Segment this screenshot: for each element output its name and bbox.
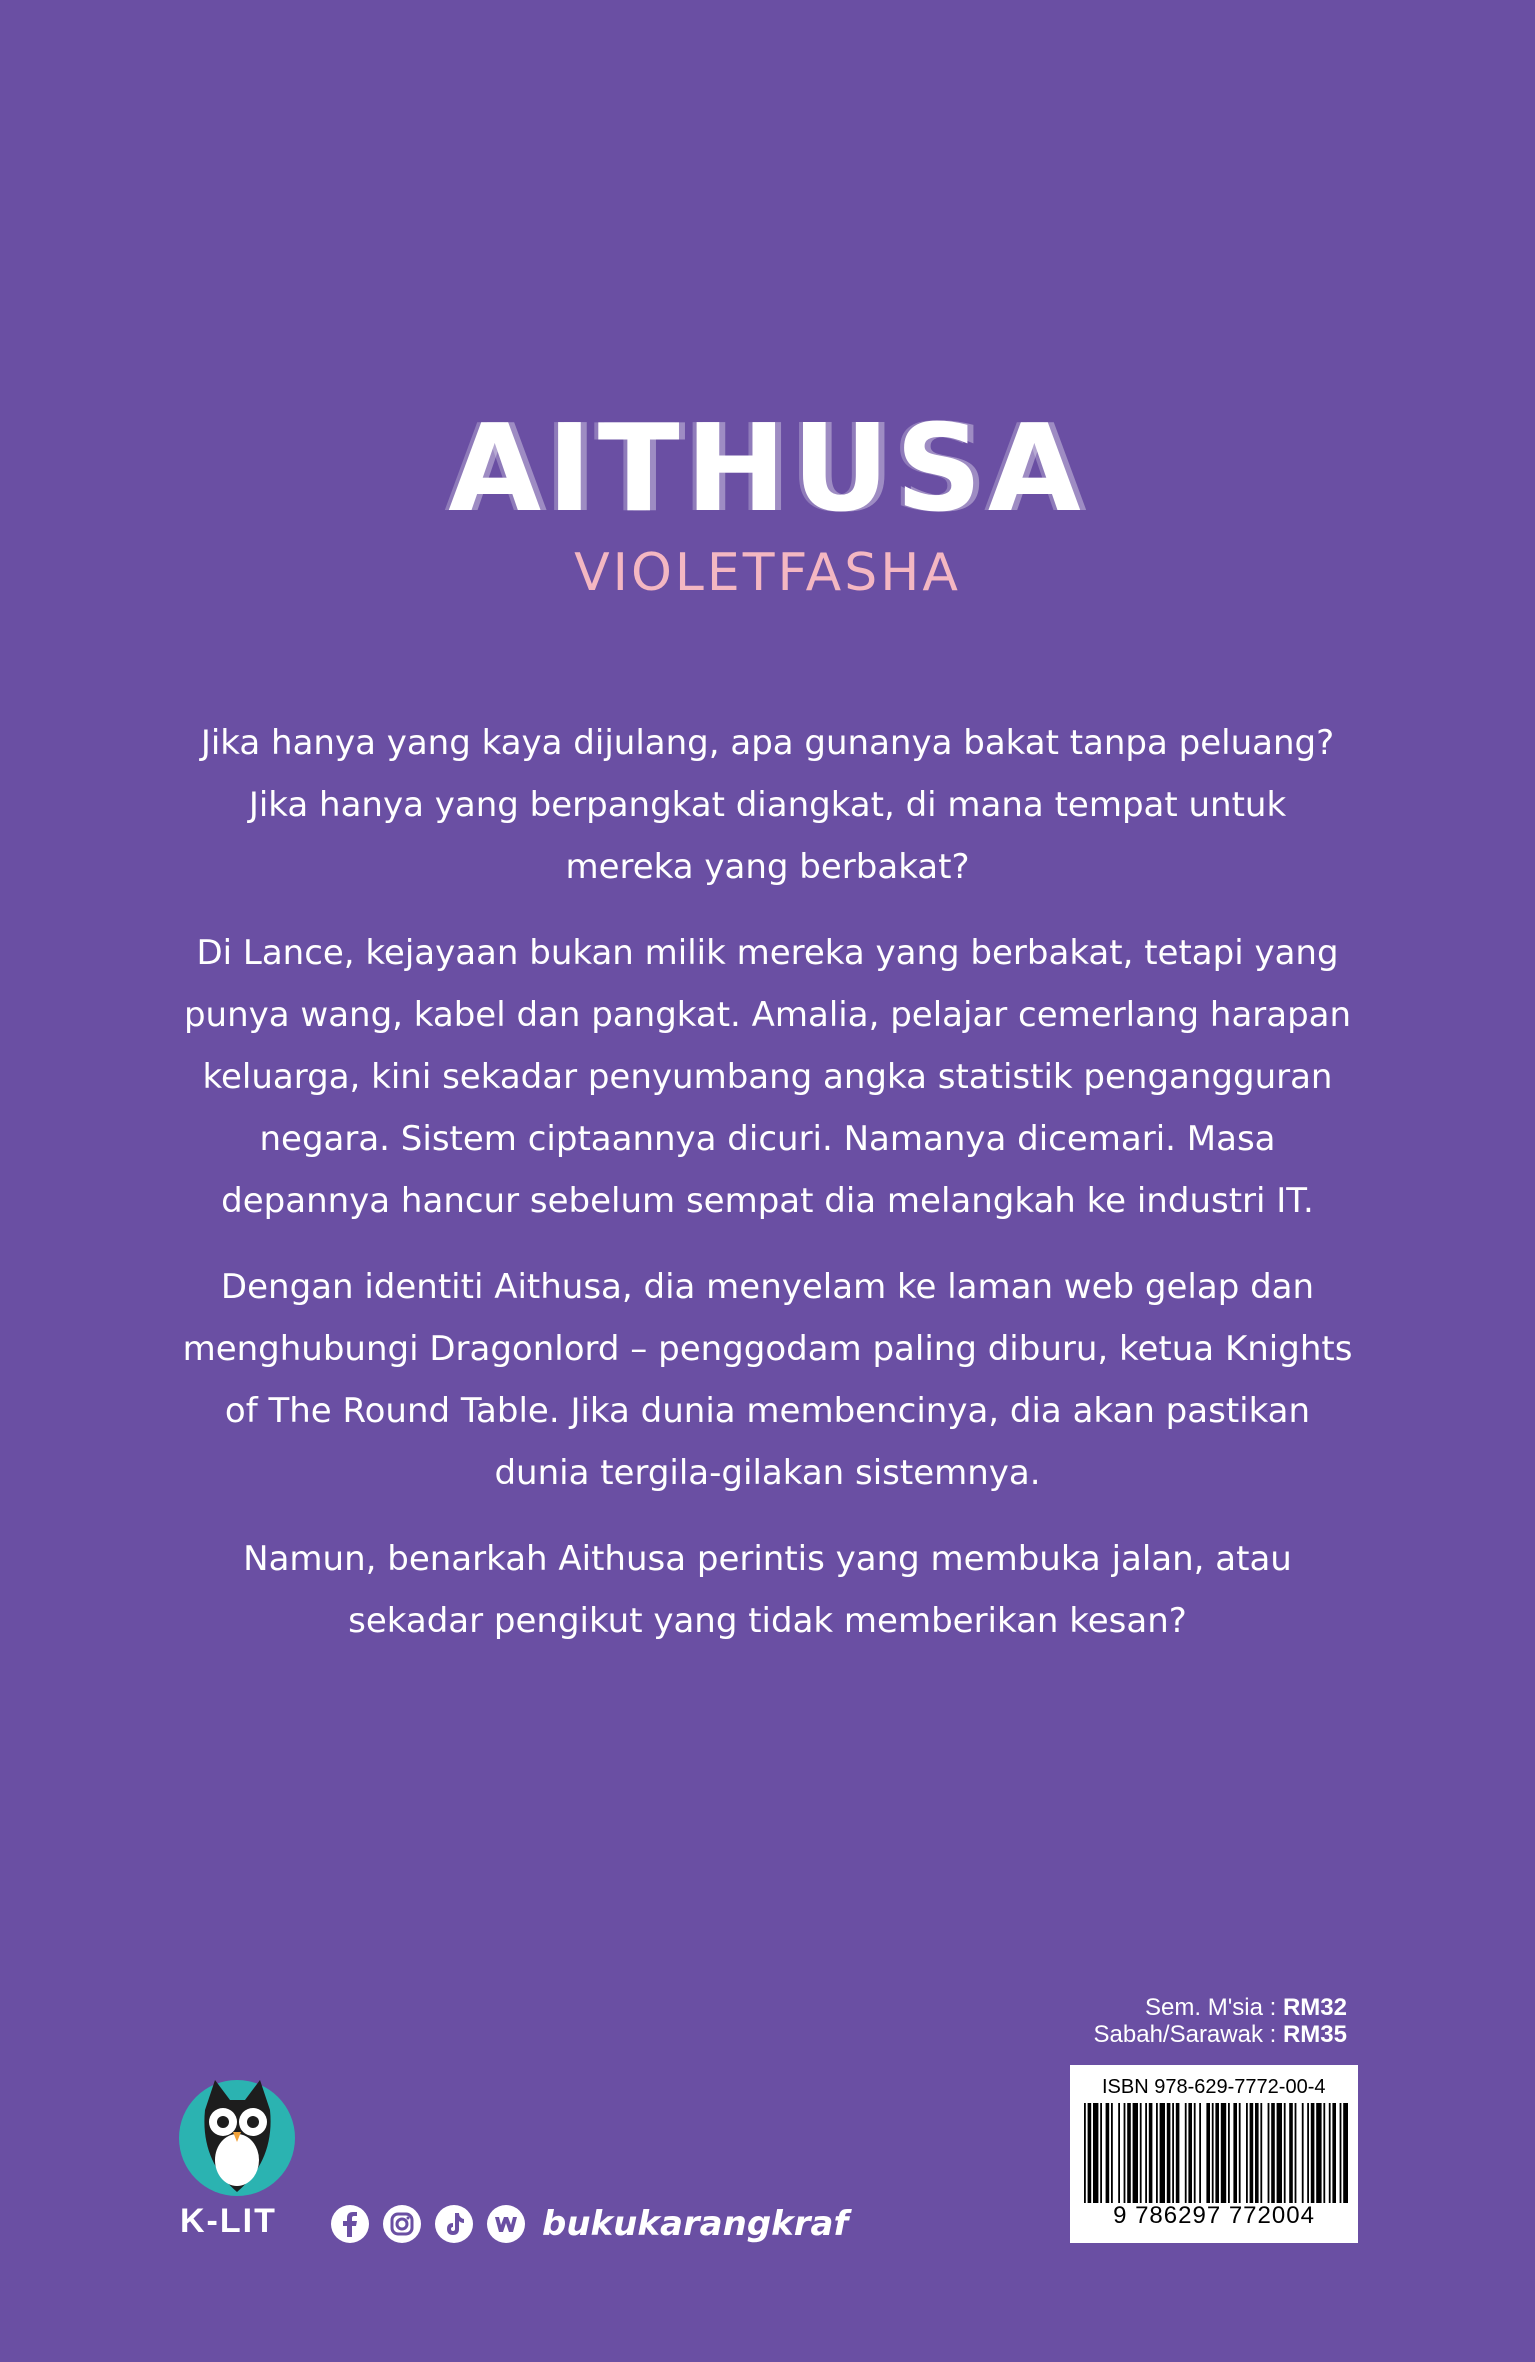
barcode-bar (1233, 2103, 1237, 2203)
barcode-bar (1212, 2103, 1214, 2203)
blurb-paragraph: Jika hanya yang kaya dijulang, apa gunanya bakat tanpa peluang? Jika hanya yang berpangkat diangkat, di mana tempat untuk mereka yang berbakat? (200, 723, 1335, 887)
barcode-bar (1271, 2103, 1275, 2203)
social-handle[interactable]: bukukarangkraf (542, 2204, 849, 2244)
barcode-bar (1228, 2103, 1230, 2203)
barcode-bar (1084, 2103, 1086, 2203)
barcode-bar (1185, 2103, 1187, 2203)
barcode-bar (1176, 2103, 1180, 2203)
barcode-bar (1329, 2103, 1331, 2203)
barcode-bar (1250, 2103, 1254, 2203)
price-peninsular: Sem. M'sia : RM32 (1145, 1994, 1347, 2021)
barcode-bar (1140, 2103, 1142, 2203)
barcode-bar (1133, 2103, 1138, 2203)
tiktok-icon[interactable] (434, 2204, 474, 2244)
publisher-logo-label: K-LIT (180, 2202, 277, 2240)
barcode-bar (1323, 2103, 1325, 2203)
blurb-paragraph: Dengan identiti Aithusa, dia menyelam ke laman web gelap dan menghubungi Dragonlord – penggodam paling diburu, ketua Knights of The Round Table. Jika dunia membencinya, dia akan pastikan dunia tergila-gilakan sistemnya. (182, 1267, 1353, 1493)
blurb-paragraph: Di Lance, kejayaan bukan milik mereka yang berbakat, tetapi yang punya wang, kabel dan pangkat. Amalia, pelajar cemerlang harapan keluarga, kini sekadar penyumbang angka statistik pengangguran negara. Sistem ciptaannya dicuri. Namanya dicemari. Masa depannya hancur sebelum sempat dia melangkah ke industri IT. (183, 933, 1352, 1221)
barcode-bar (1106, 2103, 1110, 2203)
barcode-bar (1215, 2103, 1219, 2203)
barcode-bar (1088, 2103, 1092, 2203)
barcode-bar (1316, 2103, 1321, 2203)
barcode-bar (1260, 2103, 1262, 2203)
barcode-bar (1239, 2103, 1241, 2203)
barcode-bar (1093, 2103, 1098, 2203)
barcode-bar (1289, 2103, 1293, 2203)
title-block (0, 400, 1535, 603)
wattpad-icon[interactable] (486, 2204, 526, 2244)
author-name: VIOLETFASHA (574, 543, 961, 603)
book-title: AITHUSA (448, 400, 1087, 539)
barcode-bar (1160, 2103, 1165, 2203)
barcode-bar (1172, 2103, 1174, 2203)
barcode-bar (1145, 2103, 1147, 2203)
barcode-bar (1156, 2103, 1158, 2203)
facebook-icon[interactable] (330, 2204, 370, 2244)
barcode-box (1070, 2065, 1358, 2243)
barcode-bar (1149, 2103, 1153, 2203)
barcode-bar (1188, 2103, 1192, 2203)
blurb (180, 712, 1355, 1676)
blurb-paragraph: Namun, benarkah Aithusa perintis yang membuka jalan, atau sekadar pengikut yang tidak memberikan kesan? (243, 1539, 1292, 1641)
barcode-bar (1194, 2103, 1196, 2203)
barcode-bar (1206, 2103, 1210, 2203)
barcode-bar (1118, 2103, 1120, 2203)
barcode-digits: 9 786297 772004 (1113, 2202, 1315, 2229)
barcode-bar (1302, 2103, 1304, 2203)
barcode-bar (1307, 2103, 1309, 2203)
barcode-bars (1080, 2103, 1348, 2203)
barcode-bar (1284, 2103, 1286, 2203)
social-bar (330, 2202, 848, 2246)
barcode-bar (1255, 2103, 1259, 2203)
barcode-bar (1268, 2103, 1270, 2203)
barcode-bar (1311, 2103, 1315, 2203)
owl-logo-icon (175, 2070, 300, 2200)
price-info (1094, 1994, 1347, 2048)
barcode-bar (1167, 2103, 1171, 2203)
barcode-bar (1295, 2103, 1297, 2203)
price-east: Sabah/Sarawak : RM35 (1093, 2021, 1347, 2048)
barcode-bar (1124, 2103, 1126, 2203)
instagram-icon[interactable] (382, 2204, 422, 2244)
barcode-bar (1111, 2103, 1113, 2203)
barcode-bar (1221, 2103, 1226, 2203)
barcode-bar (1246, 2103, 1248, 2203)
isbn-label: ISBN 978-629-7772-00-4 (1102, 2076, 1326, 2098)
barcode-bar (1199, 2103, 1201, 2203)
barcode-bar (1343, 2103, 1348, 2203)
barcode-bar (1332, 2103, 1336, 2203)
barcode-bar (1100, 2103, 1102, 2203)
barcode-bar (1277, 2103, 1282, 2203)
barcode-bar (1340, 2103, 1342, 2203)
barcode-bar (1127, 2103, 1131, 2203)
